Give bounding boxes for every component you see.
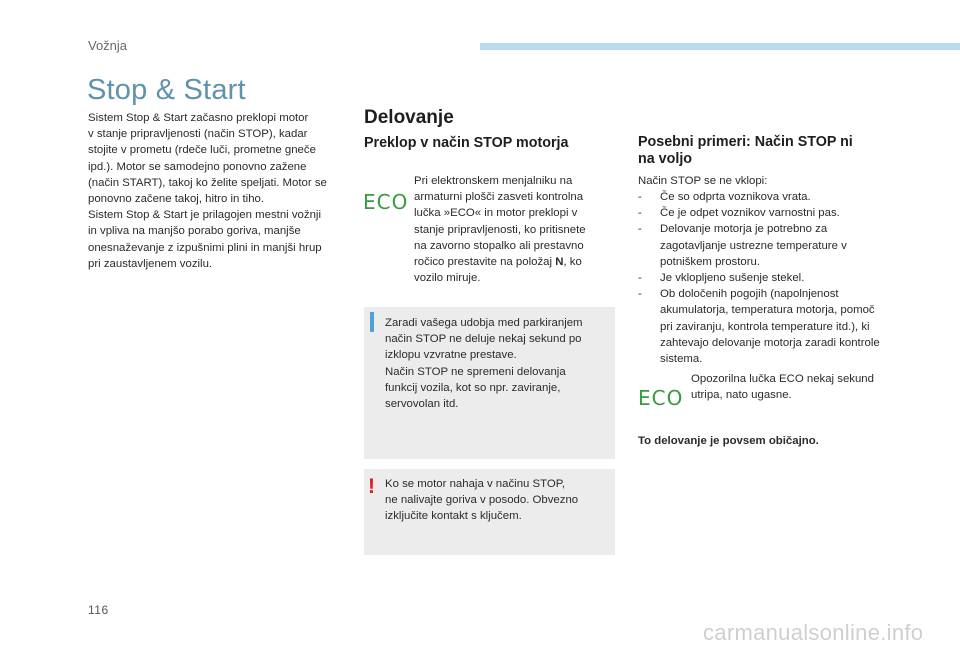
page-number: 116 <box>88 603 109 617</box>
gear-position-n: N <box>555 256 564 269</box>
list-item: - Delovanje motorja je potrebno za zagotavljanje ustrezne temperature v potniškem prostoru. <box>638 223 847 268</box>
intro-paragraph: Sistem Stop & Start začasno preklopi motor v stanje pripravljenosti (način STOP), kadar stojite v prometu (rdeče luči, prometne gneče ipd.). Motor se samodejno ponovno zažene (način START), takoj ko želite speljati. Motor se ponovno začene takoj, hitro in tiho. Sistem Stop & Start je prilagojen mestni vožnji in vpliva na manjšo porabo goriva, manjše onesnaževanje z izpušnimi plini in manjši hrup pri zaustavljenem vozilu. <box>88 112 327 270</box>
list-item-text: Je vklopljeno sušenje stekel. <box>660 272 805 285</box>
section-label: Vožnja <box>88 38 128 53</box>
list-item: - Je vklopljeno sušenje stekel. <box>638 272 805 285</box>
info-box-text: Zaradi vašega udobja med parkiranjem način STOP ne deluje nekaj sekund po izklopu vzvratne prestave. Način STOP ne spremeni delovanja funkcij vozila, kot so npr. zaviranje, servovolan itd. <box>385 317 583 411</box>
stop-mode-heading: Preklop v način STOP motorja <box>364 135 569 151</box>
stop-mode-paragraph <box>414 173 606 286</box>
list-item-text: Če je odpet voznikov varnostni pas. <box>660 207 840 220</box>
page-title: Stop & Start <box>87 74 246 106</box>
list-item-text: Ob določenih pogojih (napolnjenost akumulatorja, temperatura motorja, pomoč pri zaviranju, kontrola temperature itd.), ki zahtevajo delovanje motorja zaradi kontrole sistema. <box>660 288 880 366</box>
list-item: - Če je odpet voznikov varnostni pas. <box>638 207 840 220</box>
list-item: - Če so odprta voznikova vrata. <box>638 191 811 203</box>
warning-icon: ! <box>368 475 375 498</box>
info-icon <box>370 315 374 332</box>
list-item-text: Če so odprta voznikova vrata. <box>660 191 811 203</box>
operation-heading: Delovanje <box>364 107 454 128</box>
eco-warning-light-icon: ECO <box>638 386 684 410</box>
header-accent-bar <box>480 43 960 50</box>
list-item: - Ob določenih pogojih (napolnjenost akumulatorja, temperatura motorja, pomoč pri zaviranju, kontrola temperature itd.), ki zahtevajo delovanje motorja zaradi kontrole sistema. <box>638 288 880 366</box>
eco-warning-light-icon: ECO <box>363 190 409 214</box>
special-cases-list <box>638 189 900 367</box>
stop-text-part: , ko vozilo miruje. <box>414 256 582 285</box>
eco-flash-paragraph: Opozorilna lučka ECO nekaj sekund utripa, nato ugasne. <box>691 373 874 402</box>
warning-box-text: Ko se motor nahaja v načinu STOP, ne nalivajte goriva v posodo. Obvezno izključite kontakt s ključem. <box>385 478 579 523</box>
list-item-text: Delovanje motorja je potrebno za zagotavljanje ustrezne temperature v potniškem prostoru. <box>660 223 847 268</box>
special-cases-lead: Način STOP se ne vklopi: <box>638 175 768 187</box>
normal-operation-note: To delovanje je povsem običajno. <box>638 435 819 447</box>
watermark: carmanualsonline.info <box>703 620 924 645</box>
stop-text-part: Pri elektronskem menjalniku na armaturni plošči zasveti kontrolna lučka »ECO« in motor preklopi v stanje pripravljenosti, ko pritisnete na zavorno stopalko ali prestavno ročico prestavite na položaj <box>414 175 586 269</box>
special-cases-heading: Posebni primeri: Način STOP ni na voljo <box>638 134 853 167</box>
